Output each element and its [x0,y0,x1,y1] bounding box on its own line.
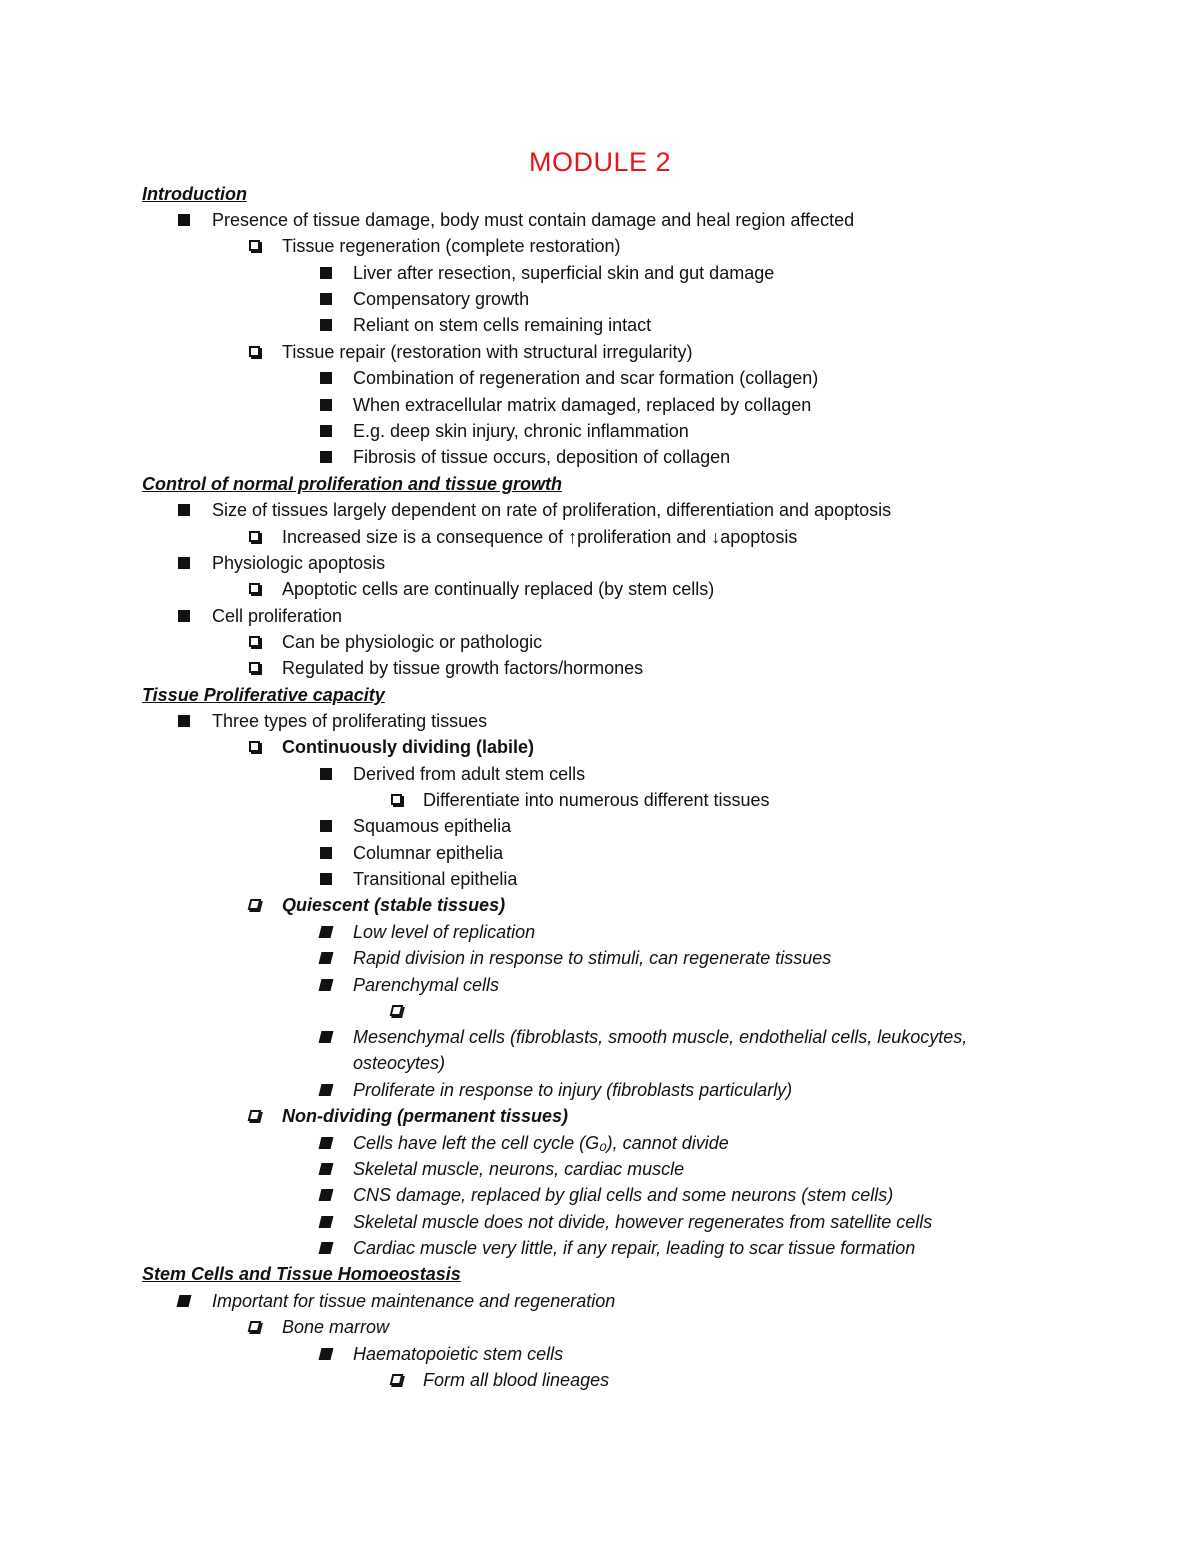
square-bullet-icon [320,399,332,411]
square-bullet-icon [319,1242,334,1254]
square-bullet-icon [319,1084,334,1096]
section-heading-proliferative-capacity: Tissue Proliferative capacity [142,685,385,705]
square-bullet-icon [320,820,332,832]
checkbox-bullet-icon [249,636,260,647]
square-bullet-icon [178,504,190,516]
square-bullet-icon [319,1216,334,1228]
square-bullet-icon [319,1189,334,1201]
square-bullet-icon [320,319,332,331]
square-bullet-icon [319,1031,334,1043]
square-bullet-icon [319,926,334,938]
square-bullet-icon [319,1137,334,1149]
square-bullet-icon [178,610,190,622]
square-bullet-icon [320,873,332,885]
checkbox-bullet-icon [249,346,260,357]
checkbox-bullet-icon [390,1005,404,1016]
square-bullet-icon [319,1163,334,1175]
square-bullet-icon [320,847,332,859]
square-bullet-icon [319,952,334,964]
square-bullet-icon [320,768,332,780]
document-page: MODULE 2 Introduction Presence of tissue damage, body must contain damage and heal region affected Tissue regeneration (complete restoration) Liver after resection, superficial skin and gut damage Compensatory growth Reliant on stem cells remaining intact Tissue repair (restoration with structural irregularity) Combination of regeneration and scar formation (collagen) When extracellular matrix damaged, replaced by collagen E.g. deep skin injury, chronic inflammation Fibrosis of tissue occurs, deposition of collagen Control of normal proliferation and tissue growth Size of tissues largely dependent on rate of proliferation, differentiation and apoptosis Increased size is a consequence of ↑proliferation and ↓apoptosis Physiologic apoptosis Apoptotic cells are continually replaced (by stem cells) Cell proliferation Can be physiologic or pathologic Regulated by tissue growth factors/hormones Tissue Proliferative capacity Three types of proliferating tissues Continuously dividing (labile) Derived from adult stem cells Differentiate into numerous different tissues Squamous epithelia Columnar epithelia Transitional epithelia Quiescent (stable tissues) Low level of replication Rapid division in response to stimuli, can regenerate tissues Parenchymal cells Mesenchymal cells (fibroblasts, smooth muscle, endothelial cells, leukocytes, osteocytes) Proliferate in response to injury (fibroblasts particularly) Non-dividing (permanent tissues) Cells have left the cell cycle (G₀), cannot divide Skeletal muscle, neurons, cardiac muscle CNS damage, replaced by glial cells and some neurons (stem cells) Skeletal muscle does not divide, however regenerates from satellite cells Cardiac muscle very little, if any repair, leading to scar tissue formation Stem Cells and Tissue Homoeostasis Important for tissue maintenance and regeneration Bone marrow Haematopoietic stem cells Form all blood lineages [0,0,1200,1553]
square-bullet-icon [320,451,332,463]
checkbox-bullet-icon [390,1374,404,1385]
square-bullet-icon [178,715,190,727]
page-title: MODULE 2 [528,147,672,177]
square-bullet-icon [320,293,332,305]
square-bullet-icon [320,267,332,279]
checkbox-bullet-icon [249,662,260,673]
square-bullet-icon [320,372,332,384]
checkbox-bullet-icon [248,1321,262,1332]
checkbox-bullet-icon [391,794,402,805]
square-bullet-icon [320,425,332,437]
section-heading-stem-cells: Stem Cells and Tissue Homoeostasis [142,1264,461,1284]
square-bullet-icon [177,1295,192,1307]
section-heading-introduction: Introduction [142,184,247,204]
square-bullet-icon [178,214,190,226]
section-heading-control-of-proliferation: Control of normal proliferation and tissue growth [142,474,563,494]
square-bullet-icon [178,557,190,569]
checkbox-bullet-icon [248,899,262,910]
checkbox-bullet-icon [249,741,260,752]
checkbox-bullet-icon [248,1110,262,1121]
square-bullet-icon [319,1348,334,1360]
checkbox-bullet-icon [249,531,260,542]
checkbox-bullet-icon [249,583,260,594]
square-bullet-icon [319,979,334,991]
checkbox-bullet-icon [249,240,260,251]
